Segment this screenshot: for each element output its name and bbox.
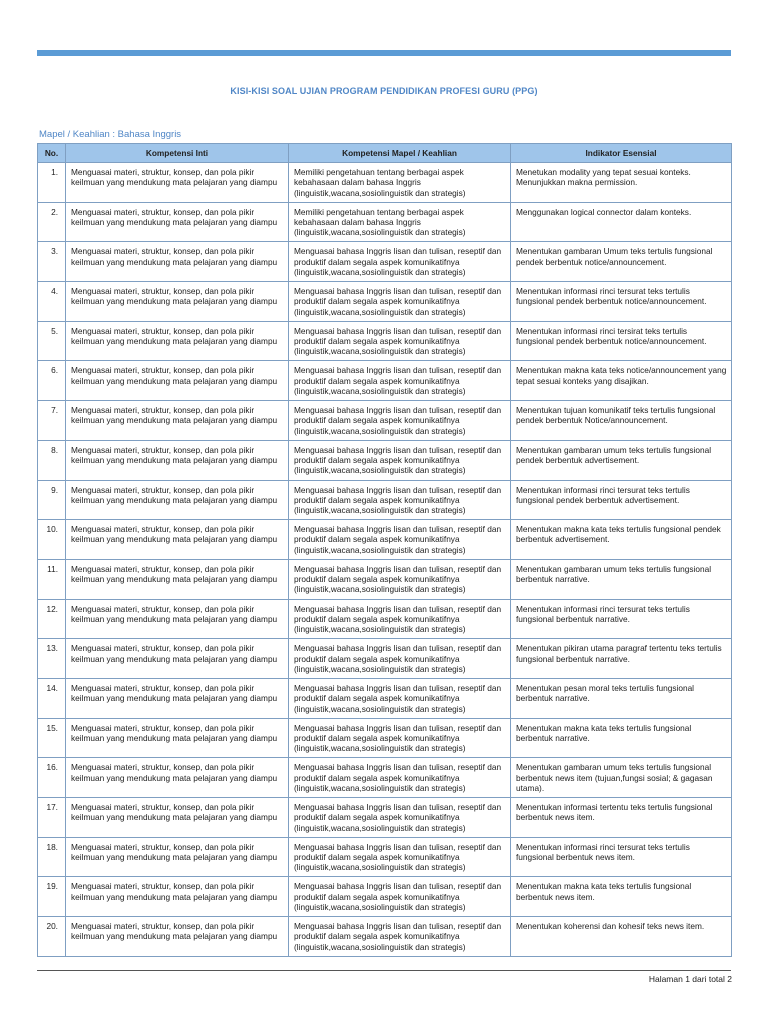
cell-kompetensi-mapel: Menguasai bahasa Inggris lisan dan tulisan, reseptif dan produktif dalam segala aspek komunikatifnya (linguistik,wacana,sosiolinguistik dan strategis) [289, 718, 511, 758]
cell-kompetensi-inti: Menguasai materi, struktur, konsep, dan pola pikir keilmuan yang mendukung mata pelajaran yang diampu [66, 917, 289, 957]
cell-indikator-esensial: Menggunakan logical connector dalam konteks. [511, 202, 732, 242]
cell-kompetensi-mapel: Memiliki pengetahuan tentang berbagai aspek kebahasaan dalam bahasa Inggris (linguistik,wacana,sosiolinguistik dan strategis) [289, 163, 511, 203]
competency-table [37, 143, 732, 957]
cell-kompetensi-mapel: Memiliki pengetahuan tentang berbagai aspek kebahasaan dalam bahasa Inggris (linguistik,wacana,sosiolinguistik dan strategis) [289, 202, 511, 242]
table-row [38, 401, 732, 441]
cell-kompetensi-inti: Menguasai materi, struktur, konsep, dan pola pikir keilmuan yang mendukung mata pelajaran yang diampu [66, 559, 289, 599]
table-row [38, 242, 732, 282]
cell-kompetensi-mapel: Menguasai bahasa Inggris lisan dan tulisan, reseptif dan produktif dalam segala aspek komunikatifnya (linguistik,wacana,sosiolinguistik dan strategis) [289, 758, 511, 798]
subject-label: Mapel / Keahlian : Bahasa Inggris [39, 129, 182, 140]
cell-indikator-esensial: Menentukan informasi rinci tersurat teks tertulis fungsional pendek berbentuk advertisement. [511, 480, 732, 520]
cell-kompetensi-inti: Menguasai materi, struktur, konsep, dan pola pikir keilmuan yang mendukung mata pelajaran yang diampu [66, 163, 289, 203]
row-number: 2. [38, 202, 66, 242]
cell-kompetensi-mapel: Menguasai bahasa Inggris lisan dan tulisan, reseptif dan produktif dalam segala aspek komunikatifnya (linguistik,wacana,sosiolinguistik dan strategis) [289, 837, 511, 877]
cell-kompetensi-mapel: Menguasai bahasa Inggris lisan dan tulisan, reseptif dan produktif dalam segala aspek komunikatifnya (linguistik,wacana,sosiolinguistik dan strategis) [289, 877, 511, 917]
cell-kompetensi-inti: Menguasai materi, struktur, konsep, dan pola pikir keilmuan yang mendukung mata pelajaran yang diampu [66, 758, 289, 798]
cell-kompetensi-inti: Menguasai materi, struktur, konsep, dan pola pikir keilmuan yang mendukung mata pelajaran yang diampu [66, 480, 289, 520]
cell-kompetensi-inti: Menguasai materi, struktur, konsep, dan pola pikir keilmuan yang mendukung mata pelajaran yang diampu [66, 282, 289, 322]
cell-kompetensi-mapel: Menguasai bahasa Inggris lisan dan tulisan, reseptif dan produktif dalam segala aspek komunikatifnya (linguistik,wacana,sosiolinguistik dan strategis) [289, 599, 511, 639]
header-accent-bar [37, 50, 731, 56]
cell-kompetensi-inti: Menguasai materi, struktur, konsep, dan pola pikir keilmuan yang mendukung mata pelajaran yang diampu [66, 202, 289, 242]
row-number: 18. [38, 837, 66, 877]
row-number: 19. [38, 877, 66, 917]
cell-indikator-esensial: Menentukan informasi rinci tersirat teks tertulis fungsional pendek berbentuk notice/announcement. [511, 321, 732, 361]
cell-kompetensi-inti: Menguasai materi, struktur, konsep, dan pola pikir keilmuan yang mendukung mata pelajaran yang diampu [66, 718, 289, 758]
cell-indikator-esensial: Menentukan informasi rinci tersurat teks tertulis fungsional berbentuk narrative. [511, 599, 732, 639]
cell-kompetensi-mapel: Menguasai bahasa Inggris lisan dan tulisan, reseptif dan produktif dalam segala aspek komunikatifnya (linguistik,wacana,sosiolinguistik dan strategis) [289, 917, 511, 957]
cell-indikator-esensial: Menentukan koherensi dan kohesif teks news item. [511, 917, 732, 957]
row-number: 14. [38, 678, 66, 718]
row-number: 20. [38, 917, 66, 957]
cell-indikator-esensial: Menentukan gambaran Umum teks tertulis fungsional pendek berbentuk notice/announcement. [511, 242, 732, 282]
cell-kompetensi-inti: Menguasai materi, struktur, konsep, dan pola pikir keilmuan yang mendukung mata pelajaran yang diampu [66, 242, 289, 282]
table-row [38, 678, 732, 718]
cell-kompetensi-mapel: Menguasai bahasa Inggris lisan dan tulisan, reseptif dan produktif dalam segala aspek komunikatifnya (linguistik,wacana,sosiolinguistik dan strategis) [289, 559, 511, 599]
table-row [38, 559, 732, 599]
table-row [38, 440, 732, 480]
table-row [38, 282, 732, 322]
table-header-row [38, 144, 732, 163]
cell-indikator-esensial: Menentukan gambaran umum teks tertulis fungsional berbentuk news item (tujuan,fungsi sosial; & gagasan utama). [511, 758, 732, 798]
cell-kompetensi-inti: Menguasai materi, struktur, konsep, dan pola pikir keilmuan yang mendukung mata pelajaran yang diampu [66, 440, 289, 480]
cell-kompetensi-mapel: Menguasai bahasa Inggris lisan dan tulisan, reseptif dan produktif dalam segala aspek komunikatifnya (linguistik,wacana,sosiolinguistik dan strategis) [289, 678, 511, 718]
row-number: 13. [38, 639, 66, 679]
cell-kompetensi-inti: Menguasai materi, struktur, konsep, dan pola pikir keilmuan yang mendukung mata pelajaran yang diampu [66, 837, 289, 877]
cell-kompetensi-mapel: Menguasai bahasa Inggris lisan dan tulisan, reseptif dan produktif dalam segala aspek komunikatifnya (linguistik,wacana,sosiolinguistik dan strategis) [289, 401, 511, 441]
row-number: 16. [38, 758, 66, 798]
table-body [38, 163, 732, 957]
cell-kompetensi-mapel: Menguasai bahasa Inggris lisan dan tulisan, reseptif dan produktif dalam segala aspek komunikatifnya (linguistik,wacana,sosiolinguistik dan strategis) [289, 639, 511, 679]
cell-indikator-esensial: Menentukan informasi rinci tersurat teks tertulis fungsional pendek berbentuk notice/announcement. [511, 282, 732, 322]
table-row [38, 321, 732, 361]
cell-kompetensi-mapel: Menguasai bahasa Inggris lisan dan tulisan, reseptif dan produktif dalam segala aspek komunikatifnya (linguistik,wacana,sosiolinguistik dan strategis) [289, 242, 511, 282]
table-row [38, 837, 732, 877]
row-number: 5. [38, 321, 66, 361]
cell-indikator-esensial: Menentukan makna kata teks tertulis fungsional berbentuk narrative. [511, 718, 732, 758]
row-number: 11. [38, 559, 66, 599]
row-number: 7. [38, 401, 66, 441]
row-number: 6. [38, 361, 66, 401]
column-header-kompetensi-mapel: Kompetensi Mapel / Keahlian [289, 144, 511, 163]
cell-kompetensi-inti: Menguasai materi, struktur, konsep, dan pola pikir keilmuan yang mendukung mata pelajaran yang diampu [66, 520, 289, 560]
cell-kompetensi-inti: Menguasai materi, struktur, konsep, dan pola pikir keilmuan yang mendukung mata pelajaran yang diampu [66, 361, 289, 401]
cell-indikator-esensial: Menentukan makna kata teks tertulis fungsional berbentuk news item. [511, 877, 732, 917]
row-number: 9. [38, 480, 66, 520]
footer-divider [37, 970, 731, 971]
cell-indikator-esensial: Menentukan informasi rinci tersurat teks tertulis fungsional berbentuk news item. [511, 837, 732, 877]
table-row [38, 599, 732, 639]
cell-kompetensi-inti: Menguasai materi, struktur, konsep, dan pola pikir keilmuan yang mendukung mata pelajaran yang diampu [66, 639, 289, 679]
cell-kompetensi-mapel: Menguasai bahasa Inggris lisan dan tulisan, reseptif dan produktif dalam segala aspek komunikatifnya (linguistik,wacana,sosiolinguistik dan strategis) [289, 361, 511, 401]
row-number: 17. [38, 798, 66, 838]
row-number: 1. [38, 163, 66, 203]
cell-indikator-esensial: Menetukan modality yang tepat sesuai konteks. Menunjukkan makna permission. [511, 163, 732, 203]
cell-kompetensi-inti: Menguasai materi, struktur, konsep, dan pola pikir keilmuan yang mendukung mata pelajaran yang diampu [66, 321, 289, 361]
table-row [38, 520, 732, 560]
row-number: 4. [38, 282, 66, 322]
table-row [38, 361, 732, 401]
cell-kompetensi-inti: Menguasai materi, struktur, konsep, dan pola pikir keilmuan yang mendukung mata pelajaran yang diampu [66, 678, 289, 718]
cell-kompetensi-mapel: Menguasai bahasa Inggris lisan dan tulisan, reseptif dan produktif dalam segala aspek komunikatifnya (linguistik,wacana,sosiolinguistik dan strategis) [289, 520, 511, 560]
cell-indikator-esensial: Menentukan makna kata teks tertulis fungsional pendek berbentuk advertisement. [511, 520, 732, 560]
row-number: 3. [38, 242, 66, 282]
cell-kompetensi-inti: Menguasai materi, struktur, konsep, dan pola pikir keilmuan yang mendukung mata pelajaran yang diampu [66, 401, 289, 441]
document-title: KISI-KISI SOAL UJIAN PROGRAM PENDIDIKAN PROFESI GURU (PPG) [230, 86, 538, 96]
table-row [38, 877, 732, 917]
table-row [38, 202, 732, 242]
cell-kompetensi-mapel: Menguasai bahasa Inggris lisan dan tulisan, reseptif dan produktif dalam segala aspek komunikatifnya (linguistik,wacana,sosiolinguistik dan strategis) [289, 321, 511, 361]
cell-indikator-esensial: Menentukan pikiran utama paragraf tertentu teks tertulis fungsional berbentuk narrative. [511, 639, 732, 679]
table-row [38, 718, 732, 758]
table-row [38, 758, 732, 798]
cell-kompetensi-inti: Menguasai materi, struktur, konsep, dan pola pikir keilmuan yang mendukung mata pelajaran yang diampu [66, 599, 289, 639]
cell-kompetensi-inti: Menguasai materi, struktur, konsep, dan pola pikir keilmuan yang mendukung mata pelajaran yang diampu [66, 877, 289, 917]
cell-kompetensi-mapel: Menguasai bahasa Inggris lisan dan tulisan, reseptif dan produktif dalam segala aspek komunikatifnya (linguistik,wacana,sosiolinguistik dan strategis) [289, 798, 511, 838]
table-row [38, 163, 732, 203]
cell-indikator-esensial: Menentukan makna kata teks notice/announcement yang tepat sesuai konteks yang disajikan. [511, 361, 732, 401]
cell-indikator-esensial: Menentukan pesan moral teks tertulis fungsional berbentuk narrative. [511, 678, 732, 718]
column-header-kompetensi-inti: Kompetensi Inti [66, 144, 289, 163]
cell-kompetensi-mapel: Menguasai bahasa Inggris lisan dan tulisan, reseptif dan produktif dalam segala aspek komunikatifnya (linguistik,wacana,sosiolinguistik dan strategis) [289, 440, 511, 480]
cell-kompetensi-mapel: Menguasai bahasa Inggris lisan dan tulisan, reseptif dan produktif dalam segala aspek komunikatifnya (linguistik,wacana,sosiolinguistik dan strategis) [289, 480, 511, 520]
column-header-no: No. [38, 144, 66, 163]
table-row [38, 798, 732, 838]
cell-kompetensi-mapel: Menguasai bahasa Inggris lisan dan tulisan, reseptif dan produktif dalam segala aspek komunikatifnya (linguistik,wacana,sosiolinguistik dan strategis) [289, 282, 511, 322]
cell-indikator-esensial: Menentukan gambaran umum teks tertulis fungsional berbentuk narrative. [511, 559, 732, 599]
table-row [38, 917, 732, 957]
row-number: 12. [38, 599, 66, 639]
column-header-indikator-esensial: Indikator Esensial [511, 144, 732, 163]
page-number: Halaman 1 dari total 2 [648, 974, 732, 984]
cell-kompetensi-inti: Menguasai materi, struktur, konsep, dan pola pikir keilmuan yang mendukung mata pelajaran yang diampu [66, 798, 289, 838]
table-row [38, 639, 732, 679]
cell-indikator-esensial: Menentukan tujuan komunikatif teks tertulis fungsional pendek berbentuk Notice/announcement. [511, 401, 732, 441]
row-number: 15. [38, 718, 66, 758]
row-number: 10. [38, 520, 66, 560]
row-number: 8. [38, 440, 66, 480]
cell-indikator-esensial: Menentukan gambaran umum teks tertulis fungsional pendek berbentuk advertisement. [511, 440, 732, 480]
cell-indikator-esensial: Menentukan informasi tertentu teks tertulis fungsional berbentuk news item. [511, 798, 732, 838]
table-row [38, 480, 732, 520]
